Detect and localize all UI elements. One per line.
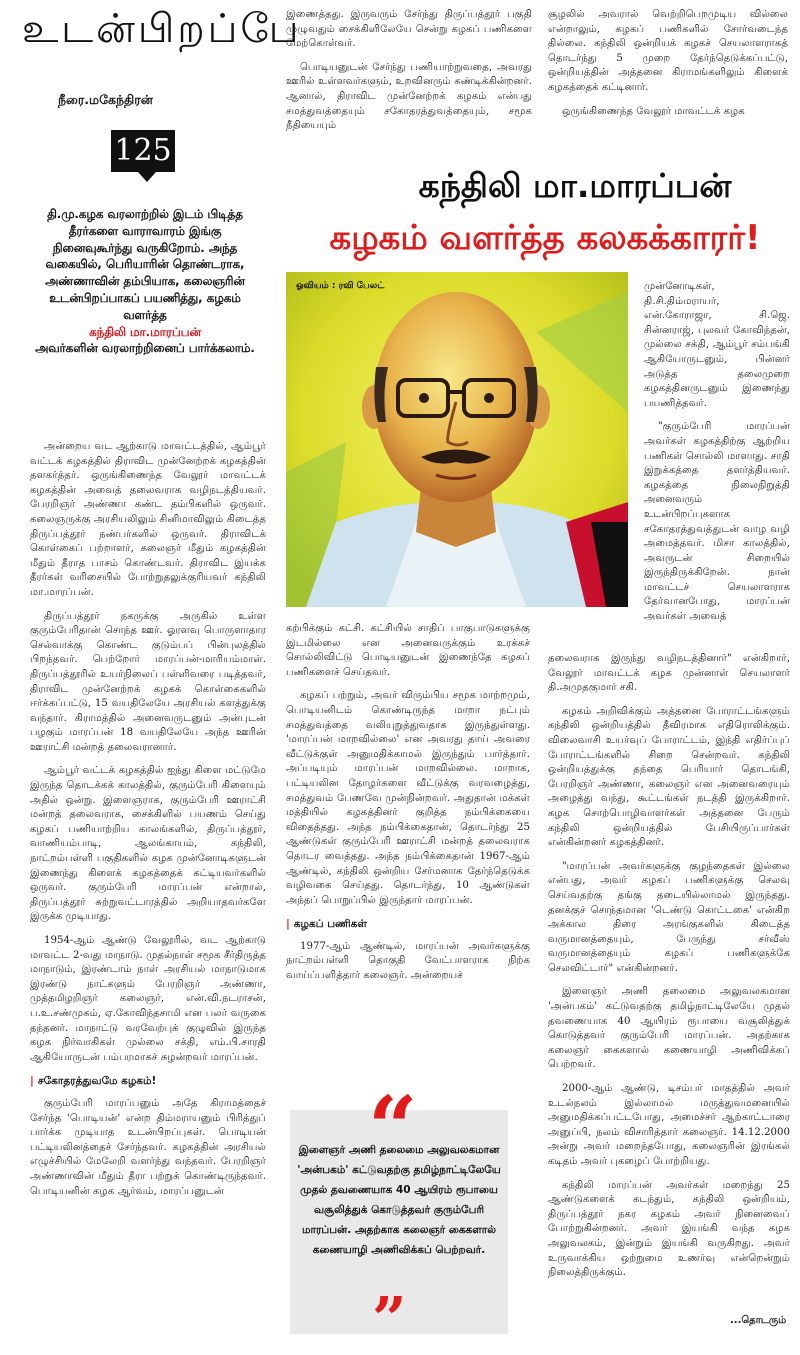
author-name: நீரை.மகேந்திரன் [58, 92, 153, 107]
episode-badge: 125 [111, 130, 175, 172]
open-quote-icon: “ [368, 1078, 418, 1179]
portrait-art [286, 272, 628, 607]
paragraph: சூழலில் அவரால் வெற்றிபெறமுடிய வில்லை என்றாலும், கழகப் பணிகளில் சோர்வடைந்த தில்லை. கந்திலி ஒன்றியக் கழகச் செயலாளராகத் தொடர்ந்து 5 முறை தேர்ந்தெடுக்கப்பட்டு, ஒன்றியத்தின் அத்தனை கிராமங்களிலும் கிளைக் கழகத்தைக் கட்டினார். [548, 9, 788, 93]
paragraph: 1977-ஆம் ஆண்டில், மாரப்பன் அவர்களுக்கு நாட்றம்பள்ளி தொகுதி வேட்பாளராக நிற்க வாய்ப்பளித்தார் கலைஞர். அன்றையச் [286, 940, 530, 982]
paragraph: பொடியனுடன் சேர்ந்து பணியாற்றுவதை, அவரது ஊரில் உள்ளவர்களும், உறவினரும் கண்டிக்கின்றனர். ஆனால், திராவிட முன்னேற்றக் கழகம் என்பது சமத்துவத்தையும் சகோதரத்துவத்தையும், சமூக நீதியையும் [286, 61, 532, 132]
paragraph: "மாரப்பன் அவர்களுக்கு குழந்தைகள் இல்லை என்பது, அவர் கழகப் பணிகளுக்கு செலவு செய்வதற்கு தங்கு தடையில்லாமல் இருந்தது. தனக்குச் சொந்தமான 'டெண்டு கொட்டகை' என்கிற அக்கால திரை அரங்குகளில் கிடைத்த வருமானத்தையும், பேருந்து சர்வீஸ் வருமானத்தையும் கழகப் பணிகளுக்கே செலவிட்டார்" என்கின்றனர். [548, 860, 790, 974]
paragraph: திருப்பத்தூர் நகருக்கு அருகில் உள்ள குரும்பேரிதான் சொந்த ஊர். ஓரளவு பொருளாதார செல்வாக்கு கொண்ட குடும்பப் பின்புலத்தில் பிறந்தவர். பெற்றோர் மாரப்பன்-மாரியம்மாள். திருப்பத்தூரில் உயர்நிலைப் பள்ளிவரை படித்தவர், திராவிட முன்னேற்றக் கழகக் கொள்கைகளில் ஈர்க்கப்பட்டு, 15 வயதிலேயே அரசியல் களத்துக்கு வந்தார். கிராமத்தில் அனைவருடனும் அன்புடன் பழகும் மாரப்பன் 18 வயதிலேயே அந்த ஊரின் ஊராட்சி மன்றத் தலைவரானார். [30, 610, 266, 753]
paragraph: 1954-ஆம் ஆண்டு வேலூரில், வட ஆற்காடு மாவட்ட 2-வது மாநாடு. முதல்நாள் சமூக சீர்திருத்த மாநாடும், இரண்டாம் நாள் அரசியல் மாநாடுமாக இரண்டு நாட்களும் பேரறிஞர் அண்ணா, முத்தமிழறிஞர் கலைஞர், என்.வி.நடராசன், ப.உ.சண்முகம், ஏ.கோவிந்தசாமி என பலர் வருகை தந்தனர். மாநாட்டு வரவேற்புக் குழுவில் இருந்த கழக நிர்வாகிகள் முல்லை சக்தி, எம்.பி.சாரதி ஆகியோருடன் பம்பரமாகச் சுழன்றவர் மாரப்பன். [30, 935, 266, 1063]
intro-tail: அவர்களின் வரலாற்றினைப் பார்க்கலாம். [35, 341, 255, 356]
column-3-top [548, 8, 788, 158]
paragraph: 2000-ஆம் ஆண்டு, டிசம்பர் மாதத்தில் அவர் உடல்நலம் இல்லாமல் மருத்துவமனையில் அனுமதிக்கப்பட்டபோது, அமைச்சர் ஆற்காட்டாரை அனுப்பி, நலம் விசாரித்தார் கலைஞர். 14.12.2000 அன்று அவர் மறைந்தபோது, கலைஞரின் இரங்கல் கடிதம் அவர் புகழைப் போற்றியது. [548, 1083, 790, 1167]
close-quote-icon: ” [372, 1285, 407, 1355]
illustration-credit: ஓவியம் : ரவி பேலட் [296, 281, 385, 291]
badge-pointer [138, 172, 156, 182]
subheading-party-work: | கழகப் பணிகள் [286, 918, 367, 931]
paragraph: தலைவராக இருந்து வழிநடத்தினார்" என்கிறார், வேலூர் மாவட்டக் கழக முன்னாள் செயலாளர் தி.அமுதகுமார் சகி. [548, 653, 790, 694]
paragraph: இளைஞர் அணி தலைமை அலுவலகமான 'அன்பகம்' கட்டுவதற்கு தமிழ்நாட்டிலேயே முதல் தவணையாக 40 ஆயிரம் ரூபாயை வசூலித்துக் கொடுத்தவர் குரும்பேரி மாரப்பன். அதற்காக கலைஞர் கைகளால் கணையாழி அணிவிக்கப் பெற்றவர். [548, 986, 790, 1071]
column-2-top [286, 8, 532, 158]
intro-name: கந்திலி மா.மாரப்பன் [89, 324, 201, 339]
headline-name: கந்திலி மா.மாரப்பன் [418, 166, 732, 205]
paragraph: ஆம்பூர் வட்டக் கழகத்தில் ஐந்து கிளை மட்டுமே இருந்த தொடக்கக் காலத்தில், குரும்பேரி கிளையும் அதில் ஒன்று. இளைஞராக, குரும்பேரி ஊராட்சி மன்றத் தலைவராக, சைக்கிளில் பயணம் செய்து கழகப் பணியாற்றிய காலங்களில், திருப்பத்தூர், வாணியம்பாடி, ஆலங்காயம், கந்திலி, நாட்றம்பள்ளி பகுதிகளில் கழக முன்னோடிகளுடன் இணைந்து கிளைக் கழகத்தைக் கட்டியவர்களில் ஒருவர். குரும்பேரி மாரப்பன் என்றால், திருப்பத்தூர் சுற்றுவட்டாரத்தில் அறியாதவர்களே இருக்க முடியாது. [30, 765, 266, 923]
paragraph: முன்னோடிகள், தி.சி.திம்மராயர், என்.கோராஜா, சி.ஜெ. சின்னராஜ், புலவர் கோவிந்தன், முல்லை சக்தி, ஆம்பூர் சம்பங்கி ஆகியோருடனும், பின்னர் அடுத்த தலைமுறை கழகத்தினருடனும் இணைந்து பயணித்தவர். [644, 281, 790, 409]
column-logo: உடன்பிறப்பே [22, 6, 302, 52]
pull-quote-text: இளைஞர் அணி தலைமை அலுவலகமான 'அன்பகம்' கட்டுவதற்கு தமிழ்நாட்டிலேயே முதல் தவணையாக 40 ஆயிரம் ரூபாயை வசூலித்துக் கொடுத்தவர் குரும்பேரி மாரப்பன். அதற்காக கலைஞர் கைகளால் கணையாழி அணிவிக்கப் பெற்றவர். [297, 1144, 501, 1256]
column-1 [30, 440, 266, 1334]
subheading-text: சகோதரத்துவமே கழகம்! [37, 1075, 157, 1088]
paragraph: இணைத்தது. இருவரும் சேர்ந்து திருப்பத்தூர் பகுதி முழுவதும் சைக்கிளிலேயே சென்று கழகப் பணிகளை மேற்கொள்வர். [286, 9, 532, 50]
column-4 [644, 280, 790, 652]
paragraph: கற்பிக்கும் கட்சி. கட்சியில் சாதிப் பாகுபாடுகளுக்கு இடமில்லை என அனைவருக்கும் உரக்கச் சொல்லிவிட்டு பொடியனுடன் இணைந்தே கழகப் பணிகளைச் செய்தவர். [286, 623, 530, 678]
paragraph: "குரும்பேரி மாரப்பன் அவர்கள் கழகத்திற்கு ஆற்றிய பணிகள் சொல்லி மாளாது. சாதி இறுக்கத்தை தளர்த்தியவர். கழகத்தை நிலைநிறுத்தி அனைவரும் உடன்பிறப்புகளாக சகோதரத்துவத்துடன் வாழ வழி அமைத்தவர். மிசா காலத்தில், அவருடன் சிறையில் இருந்திருக்கிறேன். நான் மாவட்டச் செயலாளராக தேர்வானபோது, மாரப்பன் அவர்கள் அவைத் [644, 421, 790, 623]
intro-blurb [32, 206, 258, 357]
paragraph: குரும்பேரி மாரப்பனும் அதே கிராமத்தைச் சேர்ந்த 'பொடியன்' என்ற திம்மராயனும் பிரித்துப் பார்க்க முடியாத உடன்பிறப்புகள். பொடியன் பட்டியலினத்தைச் சேர்ந்தவர். கழகத்தின் அரசியல் எழுச்சியில் மேலேறி வளர்ந்து வந்தவர். பேரறிஞர் அண்ணாவின் மீதும் தீரா பற்றுக் கொண்டிருந்தவர். பொடியனின் கழக ஆர்வம், மாரப்பனுடன் [30, 1097, 266, 1197]
column-2-middle [286, 622, 530, 1106]
subheading-text: கழகப் பணிகள் [293, 918, 367, 931]
subheading-equality: | சகோதரத்துவமே கழகம்! [30, 1075, 157, 1088]
paragraph: கழகப் பற்றும், அவர் விரும்பிய சமூக மாற்றமும், பொடியனிடம் கொண்டிருந்த மாறா நட்பும் சமத்துவத்தை வலியுறுத்துவதாக இருந்துள்ளது. 'மாரப்பன் மாறவில்லை' என அவரது தாய் அவரை வீட்டுக்குள் அனுமதிக்காமல் இருந்தும் பார்த்தார். அப்படியும் மாரப்பன் மாறவில்லை. மாறாக, பட்டியலின தோழர்களை வீட்டுக்கு வரவழைத்து, சமத்துவம் பேணவே முன்நின்றவர். அதுதான் மக்கள் மத்தியில் கழகத்தினர் குறித்த நம்பிக்கையை விதைத்தது. அந்த நம்பிக்கைதான், தொடர்ந்து 25 ஆண்டுகள் குரும்பேரி ஊராட்சி மன்றத் தலைவராக தொடர வைத்தது. அந்த நம்பிக்கைதான் 1967-ஆம் ஆண்டில், கந்திலி ஒன்றிய சேர்மனாக தேர்ந்தெடுக்க வழிவகை செய்தது. தொடர்ந்து, 10 ஆண்டுகள் அந்தப் பொறுப்பில் இருந்தார் மாரப்பன். [286, 690, 530, 906]
intro-text: தி.மு.கழக வரலாற்றில் இடம் பிடித்த தீரர்களை வாராவாரம் இங்கு நினைவுகூர்ந்து வருகிறோம். அந்த வகையில், பெரியாரின் தொண்டராக, அண்ணாவின் தம்பியாக, கலைஞரின் உடன்பிறப்பாகப் பயணித்து, கழகம் வளர்த்த [45, 207, 245, 322]
paragraph: ஒருங்கிணைந்த வேலூர் மாவட்டக் கழக [562, 105, 745, 117]
headline-title: கழகம் வளர்த்த கலகக்காரர்! [329, 218, 761, 258]
paragraph: அன்றைய வட ஆற்காடு மாவட்டத்தில், ஆம்பூர் வட்டக் கழகத்தில் திராவிட முன்னேற்றக் கழகத்தின் தளகர்த்தர். ஒருங்கிணைந்த வேலூர் மாவட்டக் கழகத்தின் அவைத் தலைவராக வழிநடத்தியவர். பேரறிஞர் அண்ணா கண்ட தம்பிகளில் ஒருவர். கலைஞருக்கு அரசியலிலும் சினிமாவிலும் கிடைத்த திருப்பத்தூர் நண்பர்களில் ஒருவர். திராவிடக் கொள்கைப் பற்றாளர், கலைஞர் மீதும் கழகத்தின் மீதும் தீராத பாசம் கொண்டவர். திராவிட இயக்க தீரர்கள் வரிசையில் போற்றுதலுக்குரியவர் கந்திலி மா.மாரப்பன். [30, 441, 266, 598]
continued-label: ...தொடரும் [730, 1315, 787, 1326]
paragraph: கந்திலி மாரப்பன் அவர்கள் மறைந்து 25 ஆண்டுகளைக் கடந்தும், கந்திலி ஒன்றியம், திருப்பத்தூர் நகர கழகம் அவர் நினைவைப் போற்றுகின்றனர். அவர் இயங்கி வந்த கழக அலுவலகம், இன்றும் இயங்கி வருகிறது. அவர் உருவாக்கிய ஒற்றுமை உணர்வு என்றென்றும் நிலைத்திருக்கும். [548, 1179, 790, 1279]
portrait-illustration [286, 272, 628, 607]
paragraph: கழகம் அறிவிக்கும் அத்தனை போராட்டங்களும் கந்திலி ஒன்றியத்தில் தீவிரமாக எதிரொலிக்கும். விலைவாசி உயர்வுப் போராட்டம், இந்தி எதிர்ப்புப் போராட்டங்களில் சிறை சென்றவர். கந்திலி ஒன்றியத்துக்கு தந்தை பெரியார் தொடங்கி, பேரறிஞர் அண்ணா, கலைஞர் என அனைவரையும் அழைத்து வந்து, கூட்டங்கள் நடத்தி இருக்கிறார். கழக சொற்பொழிவாளர்கள் அத்தனை பேரும் கந்திலி ஒன்றியத்தில் பேசியிருப்பார்கள் என்கின்றனர் கழகத்தினர். [548, 705, 790, 849]
column-5 [548, 652, 790, 1312]
